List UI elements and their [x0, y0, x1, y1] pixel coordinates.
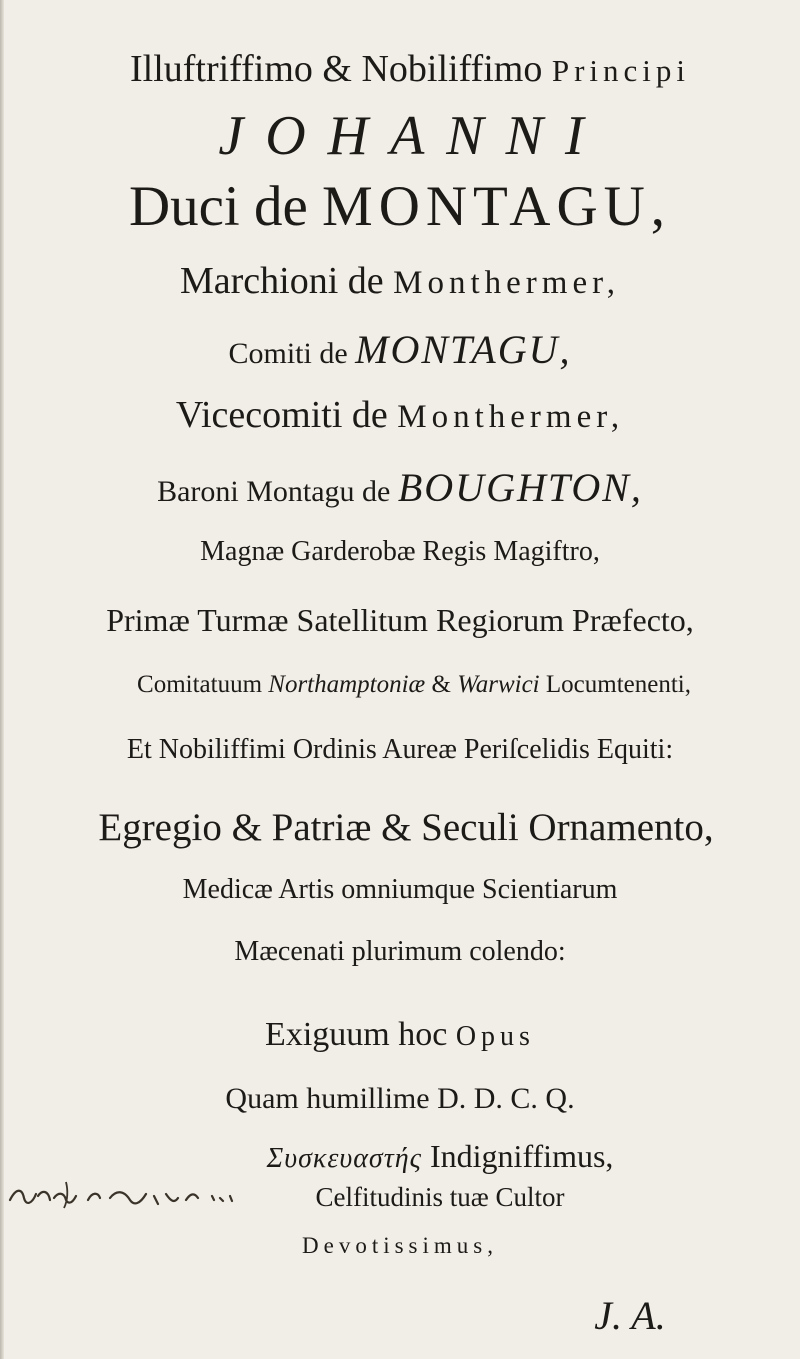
- line-5-text: Comiti de: [228, 337, 348, 370]
- dedication-line-1: [20, 50, 800, 88]
- line-10-ampersand: &: [431, 671, 451, 698]
- dedication-line-10: [14, 672, 800, 697]
- dedication-line-14: Mæcenati plurimum colendo:: [234, 936, 566, 967]
- line-10-text: Comitatuum: [137, 671, 263, 698]
- line-3-caps: MONTAGU,: [322, 175, 672, 238]
- line-1-text: Illuftriffimo & Nobiliffimo: [129, 48, 543, 90]
- line-4-text: Marchioni de: [179, 260, 384, 302]
- signature-initials: J. A.: [594, 1293, 666, 1338]
- line-3-text: Duci de: [128, 175, 308, 238]
- line-17-greek: Συσκευαστής: [266, 1143, 422, 1174]
- line-15-text: Exiguum hoc: [265, 1016, 448, 1053]
- dedication-line-17: [40, 1140, 800, 1173]
- dedication-line-9: Primæ Turmæ Satellitum Regiorum Præfecto,: [106, 602, 694, 638]
- dedication-line-18: Celfitudinis tuæ Cultor: [315, 1182, 565, 1212]
- line-6-text: Vicecomiti de: [175, 394, 388, 436]
- dedication-line-16: Quam humillime D. D. C. Q.: [225, 1082, 575, 1115]
- line-7-text: Baroni Montagu de: [157, 475, 391, 508]
- dedication-line-3: [0, 175, 800, 238]
- dedication-line-4: [0, 262, 800, 300]
- line-10-italic-2: Warwici: [457, 671, 540, 698]
- line-5-italic: MONTAGU,: [355, 327, 572, 372]
- line-7-italic: BOUGHTON,: [397, 465, 643, 510]
- dedication-line-13: Medicæ Artis omniumque Scientiarum: [182, 874, 618, 905]
- dedication-line-6: [0, 396, 800, 434]
- dedication-line-5: [0, 327, 800, 372]
- line-10-italic-1: Northamptoniæ: [268, 671, 426, 698]
- line-6-smallcaps: Monthermer,: [397, 399, 625, 435]
- dedication-line-12: Egregio & Patriæ & Seculi Ornamento,: [98, 806, 714, 849]
- line-10-tail: Locumtenenti,: [545, 671, 691, 698]
- dedication-line-7: [0, 465, 800, 510]
- dedication-line-8: Magnæ Garderobæ Regis Magiftro,: [200, 536, 600, 567]
- dedication-line-11: Et Nobiliffimi Ordinis Aureæ Periſcelidis Equiti:: [126, 734, 674, 765]
- dedication-line-15: [0, 1018, 800, 1052]
- recipient-name: JOHANNI: [218, 105, 606, 167]
- dedication-line-19: Devotissimus,: [302, 1233, 498, 1258]
- line-15-smallcaps: Opus: [455, 1021, 535, 1052]
- line-17-text: Indigniffimus,: [430, 1138, 614, 1174]
- line-1-smallcaps: Principi: [551, 53, 690, 88]
- line-4-smallcaps: Monthermer,: [393, 265, 621, 301]
